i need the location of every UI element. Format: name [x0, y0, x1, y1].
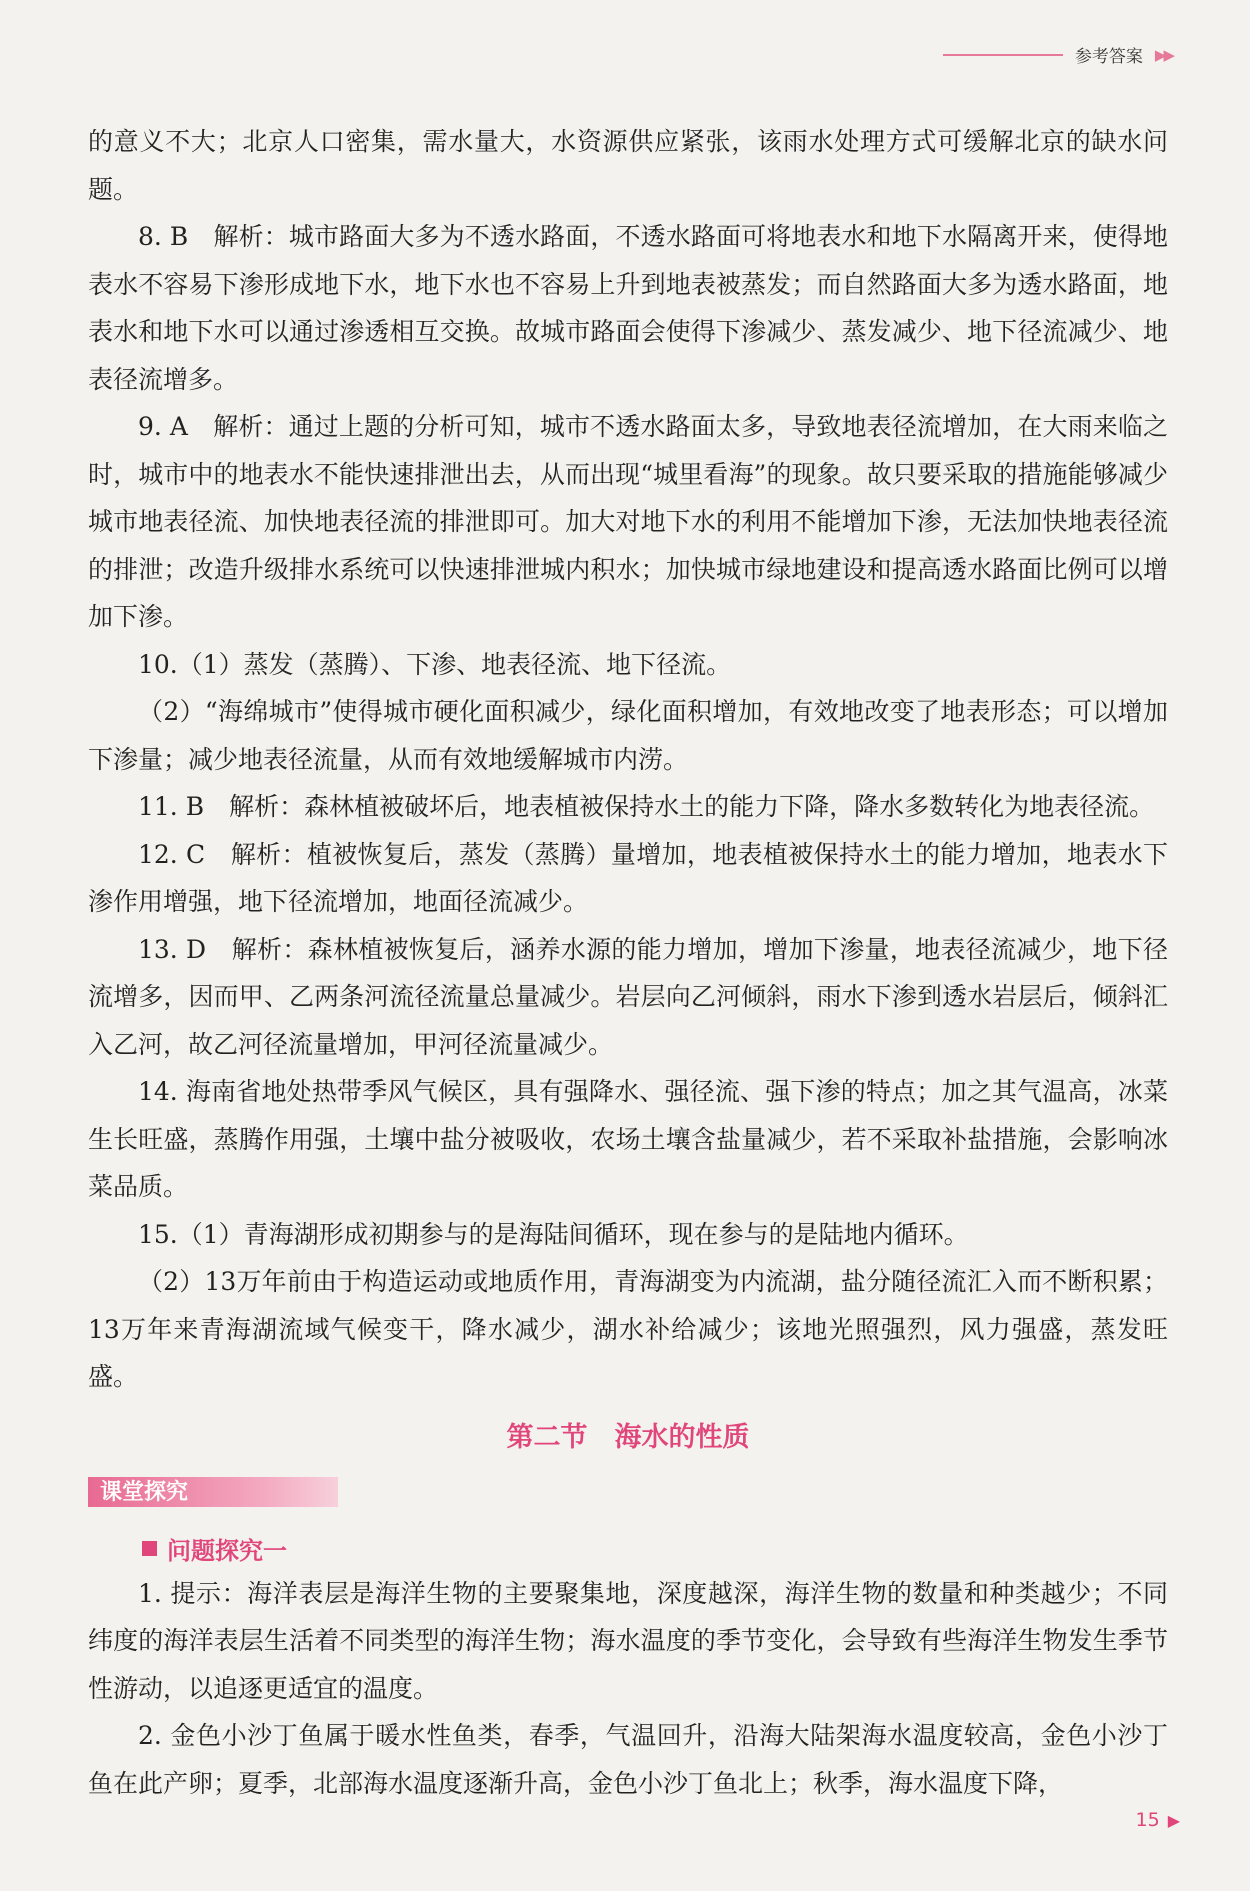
page-content: [88, 118, 1168, 1807]
paragraph: 1. 提示：海洋表层是海洋生物的主要聚集地，深度越深，海洋生物的数量和种类越少；不同纬度的海洋表层生活着不同类型的海洋生物；海水温度的季节变化，会导致有些海洋生物发生季节性游动，以追逐更适宜的温度。: [88, 1578, 1168, 1703]
paragraph: 11. B 解析：森林植被破坏后，地表植被保持水土的能力下降，降水多数转化为地表径流。: [138, 792, 1155, 821]
paragraph: 14. 海南省地处热带季风气候区，具有强降水、强径流、强下渗的特点；加之其气温高，冰菜生长旺盛，蒸腾作用强，土壤中盐分被吸收，农场土壤含盐量减少，若不采取补盐措施，会影响冰菜品质。: [88, 1077, 1168, 1201]
answers-block: [88, 118, 1168, 1401]
paragraph: 9. A 解析：通过上题的分析可知，城市不透水路面太多，导致地表径流增加，在大雨来临之时，城市中的地表水不能快速排泄出去，从而出现“城里看海”的现象。故只要采取的措施能够减少城市地表径流、加快地表径流的排泄即可。加大对地下水的利用不能增加下渗，无法加快地表径流的排泄；改造升级排水系统可以快速排泄城内积水；加快城市绿地建设和提高透水路面比例可以增加下渗。: [88, 412, 1168, 631]
paragraph: 2. 金色小沙丁鱼属于暖水性鱼类，春季，气温回升，沿海大陆架海水温度较高，金色小沙丁鱼在此产卵；夏季，北部海水温度逐渐升高，金色小沙丁鱼北上；秋季，海水温度下降，: [88, 1721, 1168, 1798]
paragraph: 13. D 解析：森林植被恢复后，涵养水源的能力增加，增加下渗量，地表径流减少，地下径流增多，因而甲、乙两条河流径流量总量减少。岩层向乙河倾斜，雨水下渗到透水岩层后，倾斜汇入乙河，故乙河径流量增加，甲河径流量减少。: [88, 934, 1168, 1059]
paragraph: （2）“海绵城市”使得城市硬化面积减少，绿化面积增加，有效地改变了地表形态；可以增加下渗量；减少地表径流量，从而有效地缓解城市内涝。: [88, 697, 1168, 774]
header-label: 参考答案: [1074, 47, 1143, 67]
page-number-text: 15: [1135, 1809, 1160, 1831]
paragraph: （2）13万年前由于构造运动或地质作用，青海湖变为内流湖，盐分随径流汇入而不断积累；13万年来青海湖流域气候变干，降水减少，湖水补给减少；该地光照强烈，风力强盛，蒸发旺盛。: [88, 1267, 1168, 1391]
subheading-text: 问题探究一: [167, 1536, 287, 1565]
paragraph: 12. C 解析：植被恢复后，蒸发（蒸腾）量增加，地表植被保持水土的能力增加，地表水下渗作用增强，地下径流增加，地面径流减少。: [88, 839, 1168, 916]
paragraph: 的意义不大；北京人口密集，需水量大，水资源供应紧张，该雨水处理方式可缓解北京的缺水问题。: [88, 127, 1168, 204]
arrow-right-icon: ▶: [1167, 1810, 1180, 1830]
page-number: [1136, 1809, 1181, 1831]
subheading: [142, 1531, 1168, 1566]
square-bullet-icon: [142, 1541, 157, 1556]
running-header: [943, 42, 1172, 67]
paragraph: 10.（1）蒸发（蒸腾）、下渗、地表径流、地下径流。: [138, 649, 732, 679]
paragraph: 15.（1）青海湖形成初期参与的是海陆间循环，现在参与的是陆地内循环。: [138, 1219, 969, 1249]
header-rule: [943, 54, 1063, 56]
paragraph: 8. B 解析：城市路面大多为不透水路面，不透水路面可将地表水和地下水隔离开来，使得地表水不容易下渗形成地下水，地下水也不容易上升到地表被蒸发；而自然路面大多为透水路面，地表水和地下水可以通过渗透相互交换。故城市路面会使得下渗减少、蒸发减少、地下径流减少、地表径流增多。: [88, 222, 1168, 394]
section-title: 第二节 海水的性质: [506, 1421, 750, 1453]
classroom-explore-tag: 课堂探究: [88, 1477, 338, 1507]
double-arrow-icon: ▶▶: [1154, 45, 1172, 64]
explore-answers-block: [88, 1570, 1168, 1808]
